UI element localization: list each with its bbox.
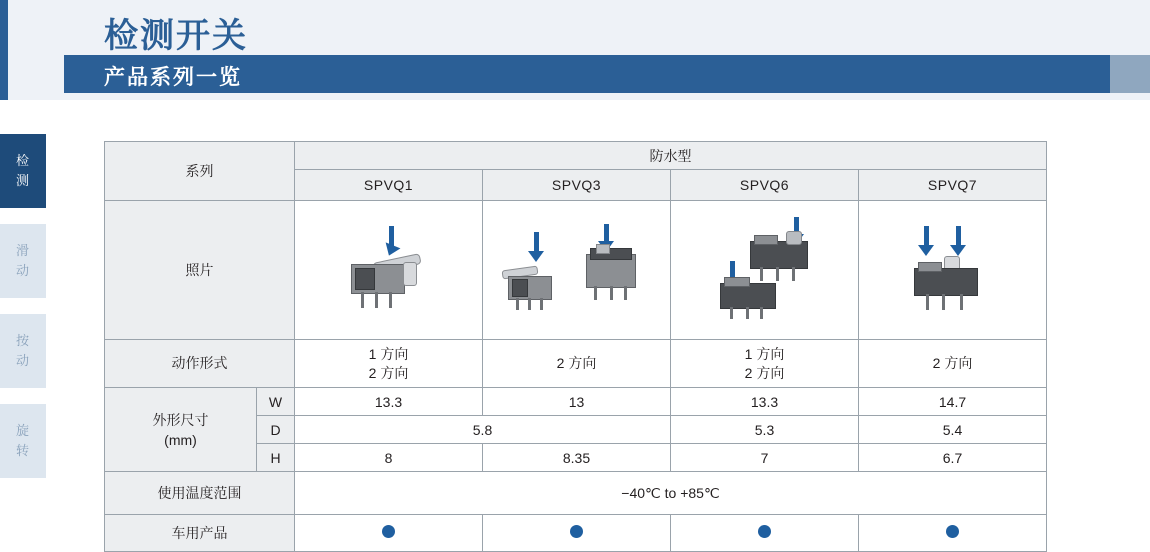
switch-body-dark <box>512 279 528 297</box>
switch-pin <box>624 286 627 300</box>
switch-pin <box>516 298 519 310</box>
actuation-arrow-head <box>950 245 966 256</box>
row-label-dimension-line1: 外形尺寸 <box>152 411 209 428</box>
switch-pin <box>792 267 795 281</box>
product-photo-spvq7 <box>859 201 1047 340</box>
dim-h-spvq7: 6.7 <box>859 444 1047 472</box>
sidebar-item-slide[interactable] <box>0 224 46 298</box>
bullet-icon <box>382 525 395 538</box>
switch-pin <box>960 294 963 310</box>
action-value-spvq1 <box>295 340 483 388</box>
dim-h-spvq6: 7 <box>671 444 859 472</box>
automotive-mark-spvq7 <box>859 515 1047 552</box>
dim-h-spvq3: 8.35 <box>483 444 671 472</box>
sidebar-item-rotate[interactable] <box>0 404 46 478</box>
sidebar-item-detect[interactable] <box>0 134 46 208</box>
page-subtitle: 产品系列一览 <box>104 66 242 89</box>
dimension-sub-label-d: D <box>257 416 295 444</box>
switch-body <box>754 235 778 245</box>
action-value-spvq6-line2: 2 方向 <box>744 364 785 381</box>
row-label-dimension <box>105 388 257 472</box>
action-value-spvq7: 2 方向 <box>859 340 1047 388</box>
switch-body-top <box>596 244 610 254</box>
table-row-automotive <box>105 515 1047 552</box>
switch-pin <box>776 267 779 281</box>
dimension-sub-label-w: W <box>257 388 295 416</box>
actuation-arrow-head <box>381 242 400 258</box>
sidebar-item-detect-char1: 检 <box>15 153 30 168</box>
switch-pin <box>926 294 929 310</box>
switch-pin <box>361 292 364 308</box>
product-photo-spvq3 <box>483 201 671 340</box>
row-label-dimension-line2: (mm) <box>164 431 197 448</box>
dim-w-spvq6: 13.3 <box>671 388 859 416</box>
table-row-photo <box>105 201 1047 340</box>
switch-pin <box>594 286 597 300</box>
switch-body <box>918 262 942 272</box>
switch-body-dark <box>355 268 375 290</box>
action-value-spvq1-line2: 2 方向 <box>368 364 409 381</box>
header-group-waterproof: 防水型 <box>295 142 1047 170</box>
switch-pin <box>375 292 378 308</box>
switch-pin <box>540 298 543 310</box>
sidebar-item-rotate-char2: 转 <box>15 443 30 458</box>
switch-pin <box>760 267 763 281</box>
switch-body <box>724 277 750 287</box>
action-value-spvq6 <box>671 340 859 388</box>
actuation-arrow-stem <box>956 226 961 246</box>
sidebar-item-push-char1: 按 <box>15 333 30 348</box>
actuation-arrow-head <box>528 251 544 262</box>
switch-body-dark <box>914 268 978 296</box>
bullet-icon <box>570 525 583 538</box>
actuation-arrow-stem <box>604 224 609 242</box>
action-value-spvq3: 2 方向 <box>483 340 671 388</box>
sidebar-item-slide-char1: 滑 <box>15 243 30 258</box>
header-series-label: 系列 <box>105 142 295 201</box>
row-label-action: 动作形式 <box>105 340 295 388</box>
actuation-arrow-head <box>918 245 934 256</box>
table-row-header-group <box>105 142 1047 170</box>
page-title: 检测开关 <box>104 17 248 55</box>
bullet-icon <box>946 525 959 538</box>
table-row-action <box>105 340 1047 388</box>
table-row-dimension-w <box>105 388 1047 416</box>
sidebar-item-push-char2: 动 <box>15 353 30 368</box>
dim-w-spvq1: 13.3 <box>295 388 483 416</box>
subtitle-bar <box>64 55 1150 93</box>
automotive-mark-spvq6 <box>671 515 859 552</box>
dim-w-spvq7: 14.7 <box>859 388 1047 416</box>
sidebar-item-slide-char2: 动 <box>15 263 30 278</box>
switch-pin <box>528 298 531 310</box>
actuation-arrow-stem <box>924 226 929 246</box>
switch-plunger <box>403 262 417 286</box>
table-row-temperature <box>105 472 1047 515</box>
product-series-table-wrap <box>104 141 1046 552</box>
dim-d-spvq1-spvq3: 5.8 <box>295 416 671 444</box>
switch-plunger <box>786 231 802 245</box>
sidebar-item-detect-char2: 测 <box>15 173 30 188</box>
automotive-mark-spvq1 <box>295 515 483 552</box>
automotive-mark-spvq3 <box>483 515 671 552</box>
product-photo-spvq1 <box>295 201 483 340</box>
sidebar-item-push[interactable] <box>0 314 46 388</box>
switch-pin <box>730 307 733 319</box>
switch-pin <box>942 294 945 310</box>
header-accent-bar <box>0 0 8 100</box>
dim-d-spvq7: 5.4 <box>859 416 1047 444</box>
product-photo-spvq6 <box>671 201 859 340</box>
row-label-photo: 照片 <box>105 201 295 340</box>
sidebar-item-rotate-char1: 旋 <box>15 423 30 438</box>
row-label-automotive: 车用产品 <box>105 515 295 552</box>
dim-d-spvq6: 5.3 <box>671 416 859 444</box>
header-model-spvq3: SPVQ3 <box>483 170 671 201</box>
bullet-icon <box>758 525 771 538</box>
dimension-sub-label-h: H <box>257 444 295 472</box>
page-header <box>0 0 1150 100</box>
header-model-spvq7: SPVQ7 <box>859 170 1047 201</box>
switch-pin <box>389 292 392 308</box>
switch-pin <box>610 286 613 300</box>
product-series-table <box>104 141 1047 552</box>
switch-pin <box>760 307 763 319</box>
dim-h-spvq1: 8 <box>295 444 483 472</box>
action-value-spvq1-line1: 1 方向 <box>368 345 409 362</box>
switch-pin <box>746 307 749 319</box>
action-value-spvq6-line1: 1 方向 <box>744 345 785 362</box>
switch-body-dark <box>750 241 808 269</box>
dim-w-spvq3: 13 <box>483 388 671 416</box>
actuation-arrow-stem <box>534 232 539 252</box>
row-label-temperature: 使用温度范围 <box>105 472 295 515</box>
category-sidebar <box>0 134 46 494</box>
header-model-spvq6: SPVQ6 <box>671 170 859 201</box>
temperature-value: −40℃ to +85℃ <box>295 472 1047 515</box>
header-model-spvq1: SPVQ1 <box>295 170 483 201</box>
